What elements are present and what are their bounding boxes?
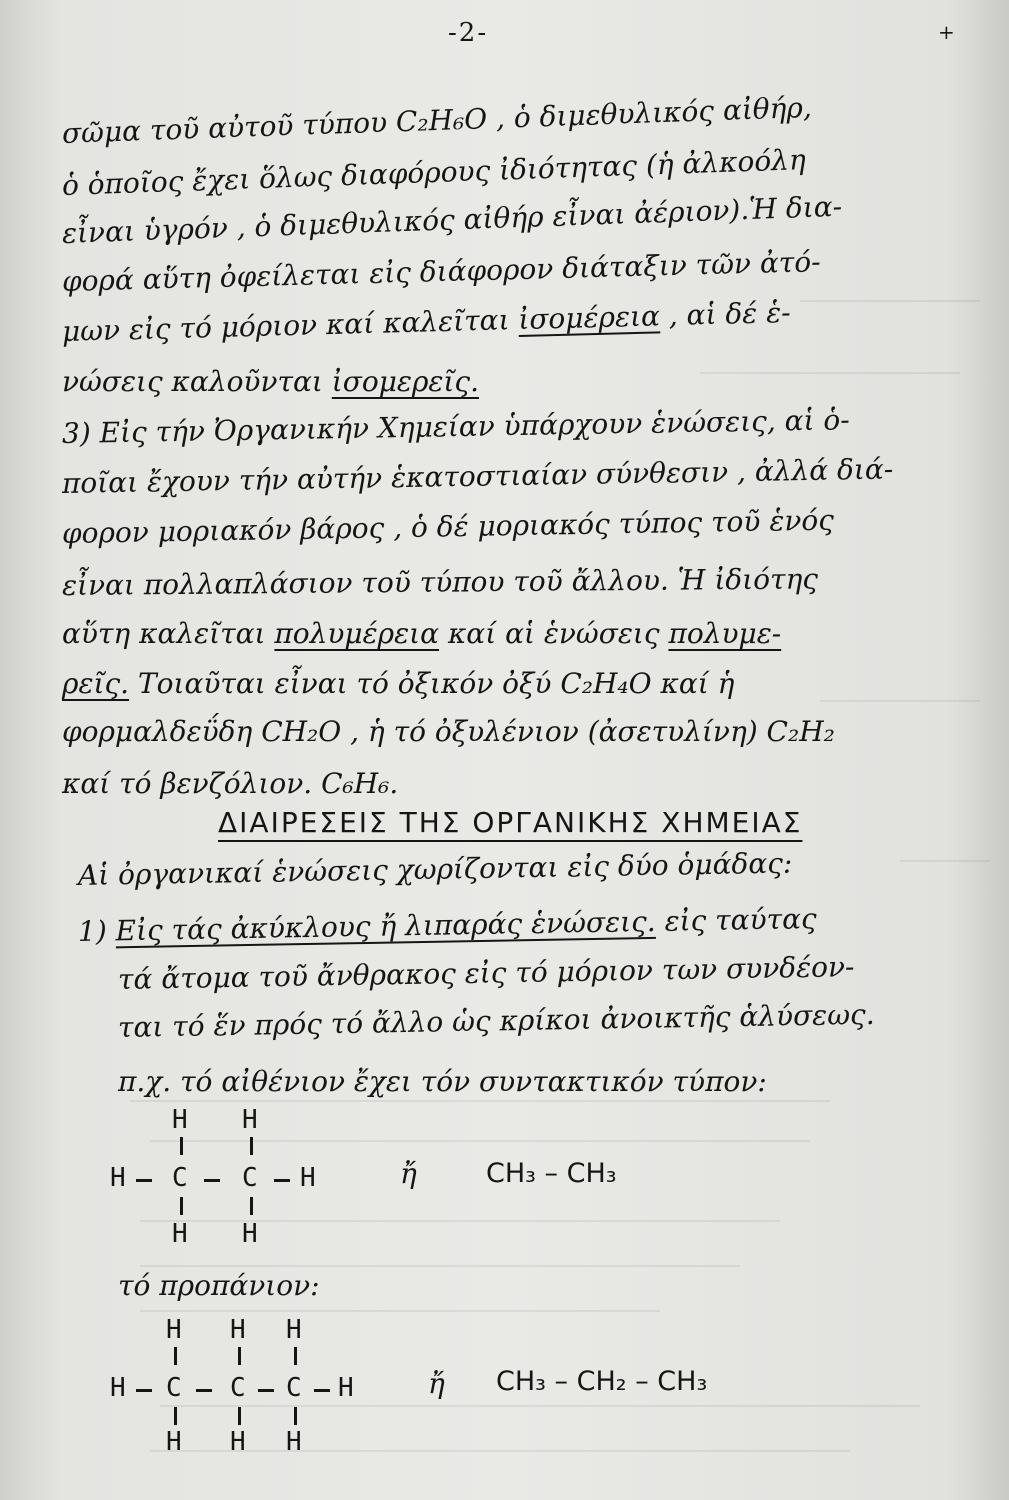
propane-or: ἤ bbox=[428, 1367, 445, 1400]
propane-h-top-2: H bbox=[230, 1315, 246, 1345]
text-line-4: φορά αὕτη ὀφείλεται εἰς διάφορον διάταξιν τῶν ἀτό- bbox=[61, 245, 821, 298]
text-line-17: τά ἄτομα τοῦ ἄνθρακος εἰς τό μόριον των συνδέον- bbox=[117, 950, 855, 996]
propane-bond-bottom-1 bbox=[174, 1407, 177, 1425]
text-line-6 bbox=[62, 365, 479, 398]
text-line-10: εἶναι πολλαπλάσιον τοῦ τύπου τοῦ ἄλλου. Ἡ ἰδιότης bbox=[61, 562, 819, 602]
text-line-18: ται τό ἕν πρός τό ἄλλο ὡς κρίκοι ἀνοικτῆς ἁλύσεως. bbox=[117, 997, 875, 1044]
ethane-h-bottom-2: H bbox=[242, 1219, 258, 1249]
propane-bond-top-2 bbox=[238, 1347, 241, 1365]
propane-c-3: C bbox=[286, 1373, 302, 1403]
text-line-7: 3) Εἰς τήν Ὀργανικήν Χημείαν ὑπάρχουν ἑνώσεις, αἱ ὁ- bbox=[61, 403, 850, 450]
propane-bond-left bbox=[136, 1389, 152, 1392]
ethane-c-2: C bbox=[242, 1163, 258, 1193]
ethane-c-1: C bbox=[172, 1163, 188, 1193]
ethane-or: ἤ bbox=[400, 1157, 417, 1190]
propane-bond-right bbox=[314, 1389, 330, 1392]
line-11-text: αὕτη καλεῖται bbox=[62, 617, 266, 650]
ethane-h-bottom-1: H bbox=[172, 1219, 188, 1249]
ethane-bond-cc bbox=[204, 1179, 220, 1182]
ethane-bond-right bbox=[274, 1179, 290, 1182]
text-line-13: φορμαλδεΰδη CH₂O , ἡ τό ὀξυλένιον (ἀσετυλίνη) C₂H₂ bbox=[62, 715, 835, 748]
ethane-bond-bottom-2 bbox=[250, 1197, 253, 1215]
line-12-text: Τοιαῦται εἶναι τό ὀξικόν ὀξύ C₂H₄O καί ἡ bbox=[137, 667, 735, 700]
propane-h-bottom-3: H bbox=[286, 1427, 302, 1457]
line-5-text: μων εἰς τό μόριον καί καλεῖται bbox=[61, 303, 510, 348]
text-line-3: εἶναι ὑγρόν , ὁ διμεθυλικός αἰθήρ εἶναι ἀέριον).Ἡ δια- bbox=[61, 189, 843, 250]
line-5-tail: , αἱ δέ ἑ- bbox=[668, 295, 791, 333]
text-line-1: σῶμα τοῦ αὐτοῦ τύπου C₂H₆O , ὁ διμεθυλικός αἰθήρ, bbox=[61, 90, 813, 150]
text-line-20: τό προπάνιον: bbox=[118, 1269, 320, 1302]
text-line-12 bbox=[62, 667, 735, 700]
ethane-structure bbox=[110, 1105, 530, 1265]
text-line-5 bbox=[61, 295, 791, 348]
propane-bond-bottom-2 bbox=[238, 1407, 241, 1425]
propane-h-bottom-2: H bbox=[230, 1427, 246, 1457]
term-polymereia: πολυμέρεια bbox=[274, 617, 440, 650]
propane-condensed-formula: CH₃ – CH₂ – CH₃ bbox=[496, 1366, 708, 1397]
text-line-14: καί τό βενζόλιον. C₆H₆. bbox=[62, 767, 399, 800]
term-isomereia: ἰσομέρεια bbox=[517, 299, 661, 337]
propane-bond-c1c2 bbox=[196, 1389, 212, 1392]
section-heading: ΔΙΑΙΡΕΣΕΙΣ ΤΗΣ ΟΡΓΑΝΙΚΗΣ ΧΗΜΕΙΑΣ bbox=[218, 806, 803, 839]
propane-h-top-3: H bbox=[286, 1315, 302, 1345]
text-line-2: ὁ ὁποῖος ἔχει ὅλως διαφόρους ἰδιότητας (ἡ ἀλκοόλη bbox=[61, 143, 807, 202]
ethane-h-right: H bbox=[300, 1163, 316, 1193]
ethane-h-top-2: H bbox=[242, 1105, 258, 1135]
propane-bond-top-1 bbox=[174, 1347, 177, 1365]
propane-h-top-1: H bbox=[166, 1315, 182, 1345]
text-line-11 bbox=[62, 617, 782, 650]
ethane-condensed-formula: CH₃ – CH₃ bbox=[486, 1158, 617, 1189]
ethane-bond-top-2 bbox=[250, 1137, 253, 1155]
point-1-title: Εἰς τάς ἀκύκλους ἤ λιπαράς ἑνώσεις. bbox=[115, 904, 656, 948]
term-polymereis-part1: πολυμε- bbox=[668, 617, 782, 650]
propane-bond-bottom-3 bbox=[294, 1407, 297, 1425]
propane-bond-top-3 bbox=[294, 1347, 297, 1365]
term-isomereis: ἰσομερεῖς. bbox=[331, 365, 479, 398]
propane-c-1: C bbox=[166, 1373, 182, 1403]
ethane-h-top-1: H bbox=[172, 1105, 188, 1135]
text-line-8: ποῖαι ἔχουν τήν αὐτήν ἑκατοστιαίαν σύνθεσιν , ἀλλά διά- bbox=[61, 452, 894, 500]
corner-mark: + bbox=[938, 20, 955, 44]
ethane-bond-bottom-1 bbox=[180, 1197, 183, 1215]
text-line-19: π.χ. τό αἰθένιον ἔχει τόν συντακτικόν τύπον: bbox=[118, 1065, 767, 1098]
ethane-h-left: H bbox=[110, 1163, 126, 1193]
propane-bond-c2c3 bbox=[258, 1389, 274, 1392]
propane-c-2: C bbox=[230, 1373, 246, 1403]
propane-h-right: H bbox=[338, 1373, 354, 1403]
page-number: -2- bbox=[448, 18, 489, 48]
line-6-text: νώσεις καλοῦνται bbox=[62, 365, 323, 398]
ethane-bond-top-1 bbox=[180, 1137, 183, 1155]
point-1-number: 1) bbox=[77, 914, 108, 948]
ethane-bond-left bbox=[136, 1179, 152, 1182]
propane-h-left: H bbox=[110, 1373, 126, 1403]
line-11-tail: καί αἱ ἑνώσεις bbox=[447, 617, 660, 650]
propane-h-bottom-1: H bbox=[166, 1427, 182, 1457]
line-16-tail: εἰς ταύτας bbox=[664, 902, 817, 938]
text-line-9: φορον μοριακόν βάρος , ὁ δέ μοριακός τύπος τοῦ ἑνός bbox=[61, 503, 835, 550]
text-line-16 bbox=[77, 902, 817, 948]
text-line-15: Αἱ ὀργανικαί ἑνώσεις χωρίζονται εἰς δύο ὁμάδας: bbox=[77, 846, 793, 892]
term-polymereis-part2: ρεῖς. bbox=[62, 667, 130, 700]
